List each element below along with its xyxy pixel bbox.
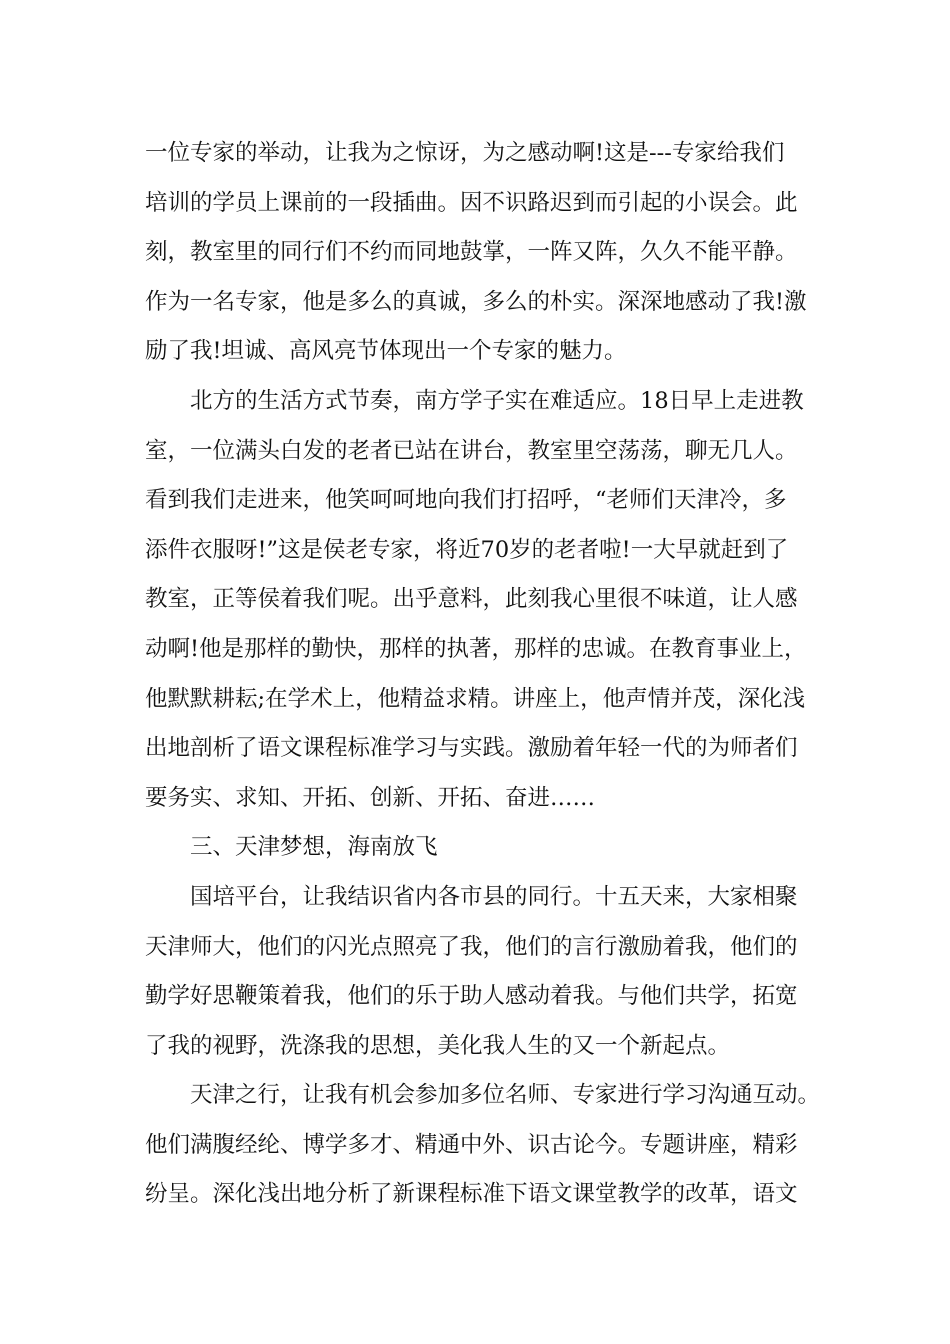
- text-line: 动啊!他是那样的勤快，那样的执著，那样的忠诚。在教育事业上，: [145, 635, 807, 662]
- text-line: 励了我!坦诚、高风亮节体现出一个专家的魅力。: [145, 338, 627, 365]
- text-line: 出地剖析了语文课程标准学习与实践。激励着年轻一代的为师者们: [145, 735, 798, 762]
- text-line: 他默默耕耘;在学术上，他精益求精。讲座上，他声情并茂，深化浅: [145, 685, 806, 712]
- text-line: 一位专家的举动，让我为之惊讶，为之感动啊!这是---专家给我们: [145, 140, 785, 166]
- text-line: 刻，教室里的同行们不约而同地鼓掌，一阵又阵，久久不能平静。: [145, 239, 798, 266]
- text-line: 要务实、求知、开拓、创新、开拓、奋进……: [145, 784, 596, 811]
- paragraph-first-line: 国培平台，让我结识省内各市县的同行。十五天来，大家相聚: [190, 883, 798, 910]
- text-line: 他们满腹经纶、博学多才、精通中外、识古论今。专题讲座，精彩: [145, 1131, 798, 1158]
- text-line: 添件衣服呀!”这是侯老专家，将近70岁的老者啦!一大早就赶到了: [145, 536, 789, 563]
- text-line: 看到我们走进来，他笑呵呵地向我们打招呼，“老师们天津冷，多: [145, 487, 787, 514]
- text-line: 了我的视野，洗涤我的思想，美化我人生的又一个新起点。: [145, 1032, 731, 1059]
- paragraph-first-line: 天津之行，让我有机会参加多位名师、专家进行学习沟通互动。: [190, 1082, 821, 1109]
- text-line: 培训的学员上课前的一段插曲。因不识路迟到而引起的小误会。此: [145, 189, 798, 216]
- text-line: 教室，正等侯着我们呢。出乎意料，此刻我心里很不味道，让人感: [145, 586, 798, 613]
- document-body: [145, 129, 825, 1220]
- text-line: 室，一位满头白发的老者已站在讲台，教室里空荡荡，聊无几人。: [145, 437, 798, 464]
- text-line: 勤学好思鞭策着我，他们的乐于助人感动着我。与他们共学，拓宽: [145, 983, 798, 1010]
- section-heading: 三、天津梦想，海南放飞: [190, 834, 438, 861]
- text-line: 纷呈。深化浅出地分析了新课程标准下语文课堂教学的改革，语文: [145, 1181, 798, 1208]
- text-line: 天津师大，他们的闪光点照亮了我，他们的言行激励着我，他们的: [145, 933, 798, 960]
- text-line: 作为一名专家，他是多么的真诚，多么的朴实。深深地感动了我!激: [145, 288, 807, 315]
- paragraph-first-line: 北方的生活方式节奏，南方学子实在难适应。18日早上走进教: [190, 387, 804, 414]
